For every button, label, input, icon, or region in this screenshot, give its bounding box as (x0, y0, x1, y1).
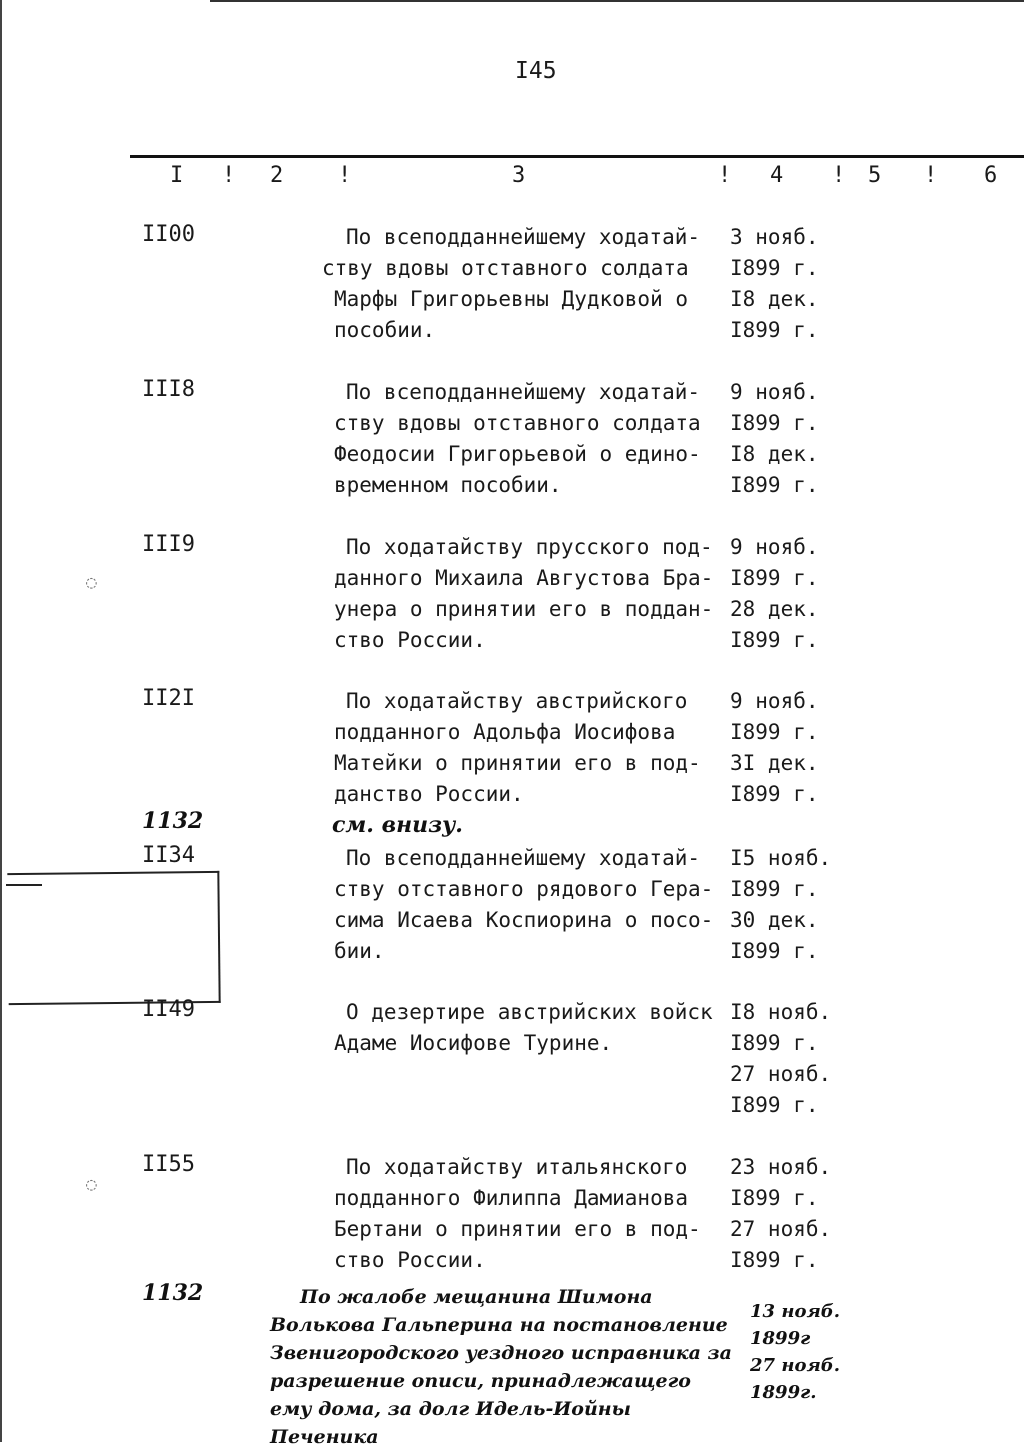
handwritten-note: см. внизу. (332, 812, 463, 838)
entry-number: III9 (142, 532, 195, 557)
entry-number: II00 (142, 222, 195, 247)
date-line: I899 г. (730, 411, 819, 435)
handwritten-date-line: 1899г (750, 1328, 811, 1349)
entry-dates (730, 532, 819, 656)
description-line: ство России. (334, 1248, 486, 1272)
date-line: 30 дек. (730, 908, 819, 932)
date-line: 27 нояб. (730, 1217, 832, 1241)
description-line: временном пособии. (334, 473, 562, 497)
header-col-5: 5 (868, 163, 882, 188)
header-col-3: 3 (512, 163, 526, 188)
entry-description (334, 377, 701, 501)
header-col-4: 4 (770, 163, 784, 188)
date-line: I899 г. (730, 1031, 819, 1055)
margin-mark: ◌ (86, 1174, 97, 1195)
header-separator: ! (924, 163, 938, 188)
date-line: 23 нояб. (730, 1155, 832, 1179)
entry-dates (730, 686, 819, 810)
description-line: Адаме Иосифове Турине. (334, 1031, 613, 1055)
handwritten-line: ему дома, за долг Идель-Иойны (270, 1398, 631, 1420)
handwritten-line: По жалобе мещанина Шимона (300, 1286, 653, 1308)
description-line: бии. (334, 939, 385, 963)
date-line: 3I дек. (730, 751, 819, 775)
description-line: По всеподданнейшему ходатай- (346, 380, 701, 404)
page-left-edge (0, 0, 2, 1442)
entry-description (334, 1152, 701, 1276)
date-line: I8 нояб. (730, 1000, 832, 1024)
date-line: 9 нояб. (730, 535, 819, 559)
table-header-rule (130, 155, 1024, 158)
entry-number: III8 (142, 377, 195, 402)
header-col-1: I (170, 163, 184, 188)
handwritten-line: Печеника (270, 1426, 379, 1448)
handwritten-date-line: 27 нояб. (750, 1355, 841, 1376)
handwritten-line: разрешение описи, принадлежащего (270, 1370, 691, 1392)
slip-edge-mark (6, 884, 42, 886)
entry-number: II2I (142, 686, 195, 711)
date-line: I899 г. (730, 782, 819, 806)
date-line: I899 г. (730, 1186, 819, 1210)
handwritten-entry-number: 1132 (142, 808, 204, 834)
description-line: По ходатайству австрийского (346, 689, 688, 713)
date-line: I899 г. (730, 473, 819, 497)
date-line: I899 г. (730, 1093, 819, 1117)
header-col-6: 6 (984, 163, 998, 188)
header-separator: ! (832, 163, 846, 188)
date-line: I5 нояб. (730, 846, 832, 870)
date-line: I899 г. (730, 318, 819, 342)
date-line: 28 дек. (730, 597, 819, 621)
entry-dates (730, 997, 831, 1121)
page-top-rule (210, 0, 1024, 2)
date-line: I899 г. (730, 566, 819, 590)
description-line: По ходатайству прусского под- (346, 535, 713, 559)
margin-mark: ◌ (86, 572, 97, 593)
description-line: Марфы Григорьевны Дудковой о (334, 287, 689, 311)
date-line: I899 г. (730, 628, 819, 652)
handwritten-date-line: 1899г. (750, 1382, 817, 1403)
entry-dates (730, 843, 831, 967)
date-line: I8 дек. (730, 442, 819, 466)
entry-description (334, 843, 713, 967)
date-line: I899 г. (730, 256, 819, 280)
date-line: 3 нояб. (730, 225, 819, 249)
description-line: Бертани о принятии его в под- (334, 1217, 701, 1241)
date-line: I899 г. (730, 939, 819, 963)
handwritten-line: Волькова Гальперина на постановление (270, 1314, 728, 1336)
description-line: ству вдовы отставного солдата (334, 411, 701, 435)
header-separator: ! (338, 163, 352, 188)
description-line: пособии. (334, 318, 436, 342)
entry-description (334, 686, 701, 810)
date-line: 9 нояб. (730, 689, 819, 713)
attached-paper-slip (7, 871, 220, 1005)
date-line: 27 нояб. (730, 1062, 832, 1086)
description-line: По всеподданнейшему ходатай- (346, 846, 701, 870)
description-line: подданного Филиппа Дамианова (334, 1186, 689, 1210)
description-line: унера о принятии его в поддан- (334, 597, 714, 621)
entry-description (334, 997, 713, 1059)
description-line: По ходатайству итальянского (346, 1155, 688, 1179)
entry-number: II34 (142, 843, 195, 868)
description-line: ству отставного рядового Гера- (334, 877, 714, 901)
date-line: 9 нояб. (730, 380, 819, 404)
description-line: ство России. (334, 628, 486, 652)
page-number: I45 (515, 58, 557, 84)
header-separator: ! (718, 163, 732, 188)
description-line: сима Исаева Коспиорина о посо- (334, 908, 714, 932)
header-col-2: 2 (270, 163, 284, 188)
handwritten-line: Звенигородского уездного исправника за (270, 1342, 732, 1364)
description-line: подданного Адольфа Иосифова (334, 720, 676, 744)
description-line: Феодосии Григорьевой о едино- (334, 442, 701, 466)
date-line: I8 дек. (730, 287, 819, 311)
header-separator: ! (222, 163, 236, 188)
entry-dates (730, 222, 819, 346)
date-line: I899 г. (730, 877, 819, 901)
description-line: ству вдовы отставного солдата (322, 256, 689, 280)
entry-description (322, 222, 701, 346)
handwritten-description (270, 1283, 732, 1451)
description-line: По всеподданнейшему ходатай- (346, 225, 701, 249)
entry-number: II49 (142, 997, 195, 1022)
description-line: данного Михаила Августова Бра- (334, 566, 714, 590)
description-line: О дезертире австрийских войск (346, 1000, 713, 1024)
entry-number: II55 (142, 1152, 195, 1177)
description-line: данство России. (334, 782, 524, 806)
entry-description (334, 532, 713, 656)
description-line: Матейки о принятии его в под- (334, 751, 701, 775)
entry-dates (730, 377, 819, 501)
handwritten-date-line: 13 нояб. (750, 1301, 841, 1322)
handwritten-entry-number: 1132 (142, 1280, 204, 1306)
date-line: I899 г. (730, 720, 819, 744)
entry-dates (730, 1152, 831, 1276)
handwritten-dates (750, 1298, 840, 1406)
date-line: I899 г. (730, 1248, 819, 1272)
